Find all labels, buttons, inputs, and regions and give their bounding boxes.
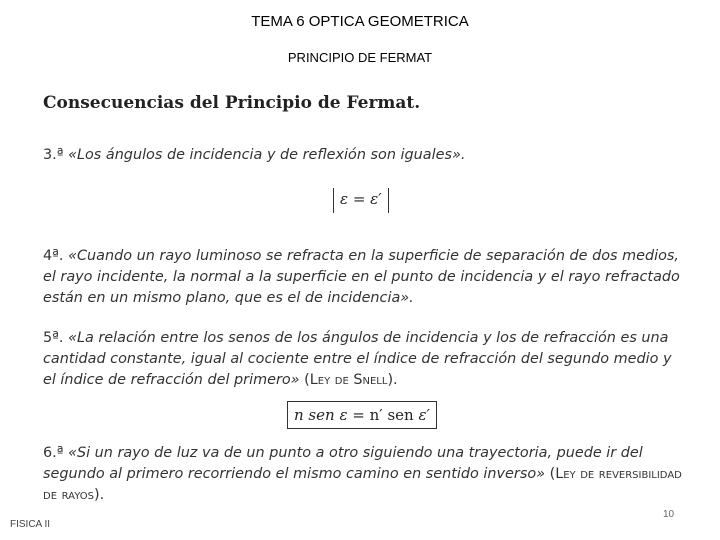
- snell-formula-eps2: ε′: [418, 406, 430, 424]
- consequence-4: [43, 246, 683, 309]
- consequence-6-text: «Si un rayo de luz va de un punto a otro siguiendo una trayectoria, puede ir del segundo al primero recorriendo el mismo camino en sentido inverso»: [43, 445, 643, 482]
- consequence-4-number: 4ª.: [43, 248, 69, 264]
- consequence-6-number: 6.ª: [43, 445, 69, 461]
- consequence-4-text: «Cuando un rayo luminoso se refracta en la superficie de separación de dos medios, el rayo incidente, la normal a la superficie en el punto de incidencia y el rayo refractado están en un mismo plano, que es el de incidencia».: [43, 248, 680, 306]
- consequence-3-text: «Los ángulos de incidencia y de reflexión son iguales».: [68, 147, 466, 163]
- consequence-6: [43, 443, 683, 506]
- slide-title: TEMA 6 OPTICA GEOMETRICA: [251, 13, 469, 30]
- consequence-5-number: 5ª.: [43, 330, 69, 346]
- consequence-5-text: «La relación entre los senos de los ángulos de incidencia y los de refracción es una cantidad constante, igual al cociente entre el índice de refracción del segundo medio y el índice de refracción del primero»: [43, 330, 672, 388]
- consequence-3: [43, 145, 683, 166]
- snell-formula-mid: = n′ sen: [347, 406, 419, 424]
- snell-formula: [287, 401, 437, 429]
- snell-law-label: (Ley de Snell).: [299, 372, 398, 388]
- consequence-5: [43, 328, 683, 391]
- consequence-3-number: 3.ª: [43, 147, 69, 163]
- page-number: 10: [663, 509, 675, 520]
- course-footer: FISICA II: [10, 519, 51, 530]
- snell-formula-eps1: ε: [339, 406, 348, 424]
- slide-subtitle: PRINCIPIO DE FERMAT: [287, 50, 433, 65]
- reflection-formula: ε = ε′: [333, 188, 389, 213]
- snell-formula-left: n sen: [294, 406, 340, 424]
- section-heading: Consecuencias del Principio de Fermat.: [43, 93, 421, 113]
- reversibility-law-label: (Ley de reversibilidad de rayos).: [43, 466, 682, 503]
